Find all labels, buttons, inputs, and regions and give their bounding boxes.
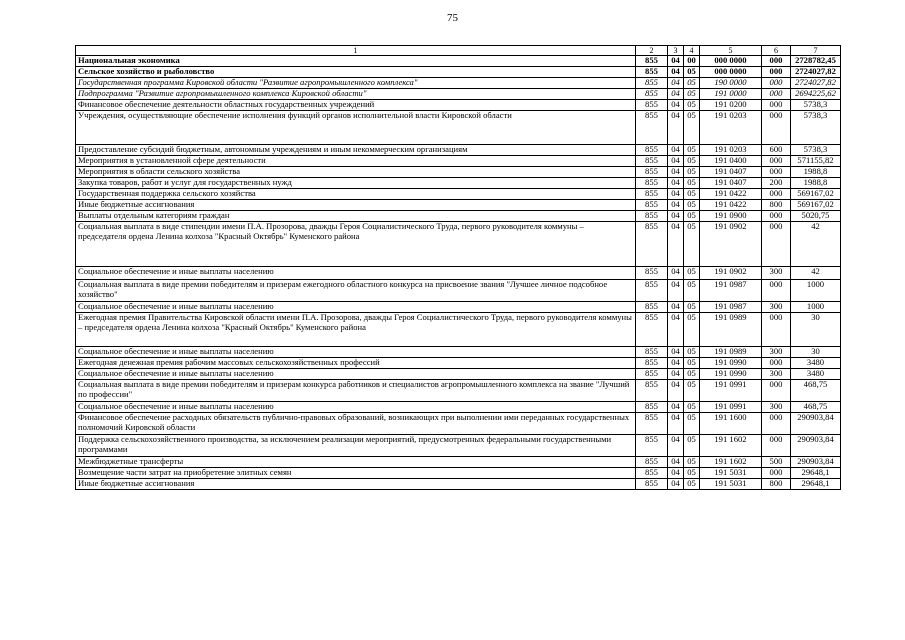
row-label: Выплаты отдельным категориям граждан [76,211,636,222]
cell-c6: 200 [762,178,791,189]
cell-c6: 300 [762,347,791,358]
cell-c3: 04 [668,211,684,222]
cell-c6: 000 [762,468,791,479]
cell-c6: 000 [762,189,791,200]
row-label: Социальная выплата в виде премии победителям и призерам конкурса работников и специалистов агропромышленного комплекса на звание "Лучший по профессии" [76,380,636,402]
cell-c3: 04 [668,380,684,402]
cell-c2: 855 [636,413,668,435]
cell-c4: 05 [684,111,700,145]
cell-c3: 04 [668,56,684,67]
cell-c6: 300 [762,267,791,280]
cell-c6: 300 [762,302,791,313]
cell-c7: 1000 [791,280,841,302]
row-label: Социальная выплата в виде премии победителям и призерам ежегодного областного конкурса на присвоение звания "Лучшее личное подсобное хозяйство" [76,280,636,302]
row-label: Государственная программа Кировской области "Развитие агропромышленного комплекса" [76,78,636,89]
row-label: Учреждения, осуществляющие обеспечение исполнения функций органов исполнительной власти Кировской области [76,111,636,145]
cell-c4: 05 [684,468,700,479]
table-row [76,200,841,211]
cell-c2: 855 [636,402,668,413]
row-label: Сельское хозяйство и рыболовство [76,67,636,78]
header-cell: 7 [791,46,841,56]
cell-c5: 191 1600 [700,413,762,435]
cell-c4: 05 [684,380,700,402]
cell-c2: 855 [636,211,668,222]
table-row [76,222,841,267]
row-label: Подпрограмма "Развитие агропромышленного комплекса Кировской области" [76,89,636,100]
cell-c2: 855 [636,302,668,313]
cell-c7: 1988,8 [791,167,841,178]
table-header [76,46,841,56]
cell-c2: 855 [636,167,668,178]
cell-c5: 191 0203 [700,145,762,156]
table-row [76,280,841,302]
cell-c6: 000 [762,313,791,347]
row-label: Иные бюджетные ассигнования [76,479,636,490]
cell-c4: 05 [684,358,700,369]
cell-c6: 000 [762,222,791,267]
cell-c3: 04 [668,302,684,313]
cell-c2: 855 [636,280,668,302]
cell-c5: 191 0407 [700,178,762,189]
row-label: Социальная выплата в виде стипендии имени П.А. Прозорова, дважды Героя Социалистического Труда, первого руководителя коммуны – председателя ордена Ленина колхоза "Красный Октябрь" Куменского района [76,222,636,267]
cell-c4: 05 [684,222,700,267]
cell-c5: 191 1602 [700,435,762,457]
cell-c3: 04 [668,200,684,211]
cell-c2: 855 [636,78,668,89]
cell-c5: 000 0000 [700,67,762,78]
cell-c3: 04 [668,78,684,89]
cell-c4: 05 [684,402,700,413]
cell-c4: 05 [684,479,700,490]
cell-c6: 000 [762,211,791,222]
cell-c7: 30 [791,313,841,347]
cell-c7: 29648,1 [791,479,841,490]
cell-c4: 05 [684,67,700,78]
table-row [76,145,841,156]
table-row [76,369,841,380]
cell-c3: 04 [668,358,684,369]
cell-c5: 191 0989 [700,313,762,347]
cell-c2: 855 [636,468,668,479]
cell-c4: 05 [684,78,700,89]
row-label: Национальная экономика [76,56,636,67]
cell-c2: 855 [636,189,668,200]
header-cell: 3 [668,46,684,56]
cell-c7: 468,75 [791,402,841,413]
row-label: Возмещение части затрат на приобретение элитных семян [76,468,636,479]
row-label: Финансовое обеспечение расходных обязательств публично-правовых образований, возникающих при выполнении ими переданных государственных полномочий Кировской области [76,413,636,435]
cell-c6: 000 [762,413,791,435]
cell-c4: 00 [684,56,700,67]
cell-c5: 191 0987 [700,280,762,302]
cell-c7: 468,75 [791,380,841,402]
table-row [76,267,841,280]
cell-c5: 190 0000 [700,78,762,89]
cell-c2: 855 [636,145,668,156]
cell-c7: 2728782,45 [791,56,841,67]
cell-c7: 571155,82 [791,156,841,167]
cell-c2: 855 [636,89,668,100]
header-cell: 4 [684,46,700,56]
cell-c4: 05 [684,435,700,457]
cell-c4: 05 [684,156,700,167]
cell-c7: 290903,84 [791,413,841,435]
row-label: Мероприятия в области сельского хозяйства [76,167,636,178]
cell-c3: 04 [668,347,684,358]
cell-c2: 855 [636,358,668,369]
table-row [76,479,841,490]
row-label: Межбюджетные трансферты [76,457,636,468]
cell-c4: 05 [684,200,700,211]
page-number: 75 [447,12,458,24]
cell-c3: 04 [668,67,684,78]
cell-c6: 000 [762,100,791,111]
cell-c4: 05 [684,413,700,435]
cell-c2: 855 [636,178,668,189]
row-label: Предоставление субсидий бюджетным, автономным учреждениям и иным некоммерческим организациям [76,145,636,156]
cell-c3: 04 [668,413,684,435]
cell-c5: 191 0991 [700,380,762,402]
cell-c6: 000 [762,280,791,302]
cell-c3: 04 [668,369,684,380]
cell-c5: 191 0990 [700,358,762,369]
cell-c3: 04 [668,145,684,156]
cell-c2: 855 [636,347,668,358]
cell-c4: 05 [684,167,700,178]
header-cell: 1 [76,46,636,56]
cell-c7: 29648,1 [791,468,841,479]
cell-c4: 05 [684,369,700,380]
cell-c7: 290903,84 [791,457,841,468]
cell-c3: 04 [668,280,684,302]
row-label: Государственная поддержка сельского хозяйства [76,189,636,200]
cell-c3: 04 [668,479,684,490]
cell-c4: 05 [684,145,700,156]
cell-c6: 000 [762,89,791,100]
cell-c7: 42 [791,222,841,267]
header-cell: 5 [700,46,762,56]
cell-c3: 04 [668,167,684,178]
cell-c4: 05 [684,178,700,189]
cell-c2: 855 [636,435,668,457]
cell-c7: 2694225,62 [791,89,841,100]
cell-c7: 569167,02 [791,189,841,200]
table-row [76,313,841,347]
cell-c5: 191 0991 [700,402,762,413]
cell-c4: 05 [684,302,700,313]
table-row [76,211,841,222]
cell-c2: 855 [636,267,668,280]
cell-c2: 855 [636,380,668,402]
cell-c4: 05 [684,280,700,302]
row-label: Иные бюджетные ассигнования [76,200,636,211]
cell-c5: 191 0900 [700,211,762,222]
cell-c2: 855 [636,479,668,490]
table-row [76,302,841,313]
cell-c6: 000 [762,78,791,89]
table-row [76,413,841,435]
cell-c5: 191 0987 [700,302,762,313]
cell-c5: 191 0407 [700,167,762,178]
cell-c4: 05 [684,313,700,347]
cell-c5: 191 0400 [700,156,762,167]
table-row [76,468,841,479]
cell-c3: 04 [668,156,684,167]
cell-c7: 3480 [791,369,841,380]
cell-c6: 000 [762,358,791,369]
cell-c4: 05 [684,347,700,358]
cell-c6: 500 [762,457,791,468]
cell-c2: 855 [636,111,668,145]
cell-c3: 04 [668,457,684,468]
row-label: Социальное обеспечение и иные выплаты населению [76,369,636,380]
row-label: Социальное обеспечение и иные выплаты населению [76,347,636,358]
table-row [76,89,841,100]
cell-c2: 855 [636,222,668,267]
cell-c3: 04 [668,222,684,267]
cell-c2: 855 [636,156,668,167]
cell-c3: 04 [668,100,684,111]
cell-c3: 04 [668,189,684,200]
cell-c7: 5738,3 [791,100,841,111]
cell-c2: 855 [636,369,668,380]
cell-c7: 569167,02 [791,200,841,211]
header-cell: 2 [636,46,668,56]
cell-c3: 04 [668,111,684,145]
cell-c3: 04 [668,435,684,457]
table-row [76,402,841,413]
cell-c6: 600 [762,145,791,156]
cell-c4: 05 [684,189,700,200]
row-label: Социальное обеспечение и иные выплаты населению [76,302,636,313]
cell-c3: 04 [668,402,684,413]
cell-c3: 04 [668,313,684,347]
table-row [76,457,841,468]
cell-c6: 000 [762,167,791,178]
budget-table [75,45,841,490]
table-row [76,67,841,78]
cell-c7: 1000 [791,302,841,313]
cell-c2: 855 [636,313,668,347]
cell-c2: 855 [636,100,668,111]
cell-c7: 5020,75 [791,211,841,222]
row-label: Ежегодная денежная премия рабочим массовых сельскохозяйственных профессий [76,358,636,369]
table-row [76,178,841,189]
cell-c6: 300 [762,402,791,413]
table-row [76,156,841,167]
cell-c5: 191 0990 [700,369,762,380]
cell-c4: 05 [684,457,700,468]
cell-c4: 05 [684,211,700,222]
cell-c7: 2724027,82 [791,78,841,89]
row-label: Социальное обеспечение и иные выплаты населению [76,267,636,280]
table-row [76,189,841,200]
cell-c7: 2724027,82 [791,67,841,78]
header-row [76,46,841,56]
cell-c3: 04 [668,267,684,280]
cell-c7: 42 [791,267,841,280]
cell-c5: 191 0000 [700,89,762,100]
cell-c2: 855 [636,56,668,67]
table-body [76,56,841,490]
cell-c6: 000 [762,156,791,167]
cell-c7: 1988,8 [791,178,841,189]
table-row [76,167,841,178]
table-row [76,100,841,111]
cell-c5: 191 0989 [700,347,762,358]
cell-c6: 300 [762,369,791,380]
cell-c6: 000 [762,67,791,78]
cell-c6: 000 [762,56,791,67]
cell-c2: 855 [636,457,668,468]
row-label: Социальное обеспечение и иные выплаты населению [76,402,636,413]
cell-c5: 191 0422 [700,189,762,200]
cell-c7: 290903,84 [791,435,841,457]
cell-c5: 191 5031 [700,479,762,490]
cell-c3: 04 [668,178,684,189]
cell-c7: 5738,3 [791,111,841,145]
cell-c6: 800 [762,200,791,211]
table-row [76,78,841,89]
cell-c5: 000 0000 [700,56,762,67]
cell-c5: 191 0902 [700,267,762,280]
table-row [76,56,841,67]
cell-c4: 05 [684,267,700,280]
table-row [76,435,841,457]
cell-c5: 191 0902 [700,222,762,267]
cell-c4: 05 [684,100,700,111]
cell-c3: 04 [668,89,684,100]
cell-c7: 30 [791,347,841,358]
cell-c6: 000 [762,380,791,402]
cell-c4: 05 [684,89,700,100]
cell-c7: 3480 [791,358,841,369]
row-label: Мероприятия в установленной сфере деятельности [76,156,636,167]
table-row [76,380,841,402]
cell-c6: 800 [762,479,791,490]
cell-c5: 191 0422 [700,200,762,211]
cell-c2: 855 [636,67,668,78]
row-label: Поддержка сельскохозяйственного производства, за исключением реализации мероприятий, предусмотренных федеральными государственными программами [76,435,636,457]
cell-c7: 5738,3 [791,145,841,156]
cell-c5: 191 0203 [700,111,762,145]
cell-c6: 000 [762,435,791,457]
cell-c3: 04 [668,468,684,479]
row-label: Финансовое обеспечение деятельности областных государственных учреждений [76,100,636,111]
cell-c5: 191 0200 [700,100,762,111]
cell-c5: 191 1602 [700,457,762,468]
cell-c2: 855 [636,200,668,211]
table-row [76,358,841,369]
row-label: Закупка товаров, работ и услуг для государственных нужд [76,178,636,189]
table-row [76,347,841,358]
header-cell: 6 [762,46,791,56]
row-label: Ежегодная премия Правительства Кировской области имени П.А. Прозорова, дважды Героя Социалистического Труда, первого руководителя коммуны – председателя ордена Ленина колхоза "Красный Октябрь" Куменского района [76,313,636,347]
cell-c5: 191 5031 [700,468,762,479]
table-row [76,111,841,145]
cell-c6: 000 [762,111,791,145]
